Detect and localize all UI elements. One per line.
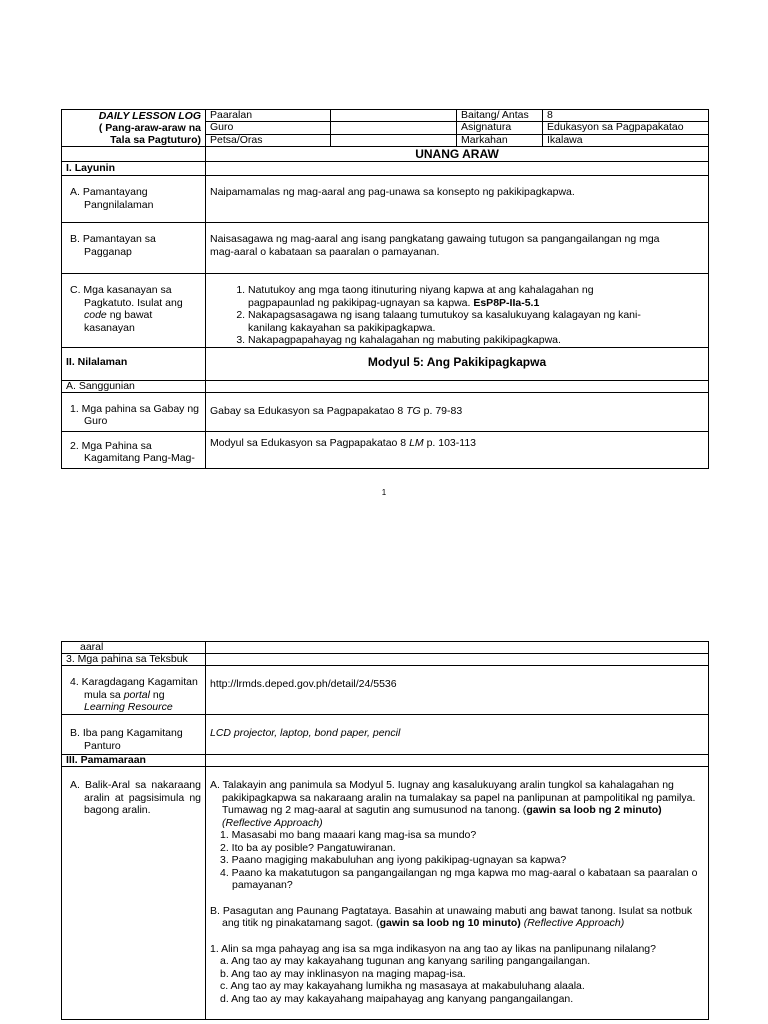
paaralan-value	[331, 110, 457, 122]
gabay-text: Gabay sa Edukasyon sa Pagpapakatao 8 TG p. 79-83	[206, 392, 709, 431]
question-item: 4. Paano ka makatutugon sa pangangailangan ng mga kapwa mo mag-aaral o kabataan sa paaralan o pamayanan?	[220, 866, 698, 891]
question-item: 3. Paano magiging makabuluhan ang iyong pakikipag-ugnayan sa kapwa?	[220, 854, 567, 866]
day-title: UNANG ARAW	[206, 147, 709, 162]
teksbuk-label: 3. Mga pahina sa Teksbuk	[62, 654, 206, 666]
question-item: 2. Ito ba ay posible? Pangatuwiranan.	[220, 841, 396, 854]
part-b-instruction: B. Pasagutan ang Paunang Pagtataya. Basahin at unawaing mabuti ang bawat tanong. Isulat sa notbuk ang titik ng pinakatamang sagot. (gawin sa loob ng 10 minuto) (Reflective Approach)	[210, 904, 693, 929]
choice-b: b. Ang tao ay may inklinasyon na maging mapag-isa.	[220, 967, 466, 980]
lesson-log-table-page2	[61, 641, 709, 1020]
pamantayan-pagganap-text: Naisasagawa ng mag-aaral ang isang pangkatang gawaing tutugon sa pangangailangan ng mga mag-aaral o kabataan sa paaralan o pamayanan.	[206, 223, 709, 274]
layunin-blank	[206, 162, 709, 176]
kagamitan-cont-blank	[206, 642, 709, 654]
sanggunian-blank	[206, 380, 709, 392]
dll-title: DAILY LESSON LOG ( Pang-araw-araw na Tala sa Pagtuturo)	[62, 110, 206, 147]
kagamitan-text: Modyul sa Edukasyon sa Pagpapakatao 8 LM p. 103-113	[206, 431, 709, 468]
asignatura-label: Asignatura	[457, 122, 543, 134]
part-a-instruction: A. Talakayin ang panimula sa Modyul 5. Iugnay ang kasalukuyang aralin tungkol sa kahalagahan ng pakikipagkapwa sa nakaraang aralin na tumalakay sa papel na panlipunan at pampolitikal ng pamilya. Tumawag ng 2 mag-aaral at sagutin ang sumusunod na tanong. (gawin sa loob ng 2 minuto) (Reflective Approach)	[210, 779, 696, 829]
iba-kagamitan-label: B. Iba pang Kagamitang Panturo	[62, 715, 206, 755]
asignatura-value: Edukasyon sa Pagpapakatao	[543, 122, 709, 134]
pamamaraan-heading: III. Pamamaraan	[62, 755, 206, 767]
question-item: 1. Masasabi mo bang maaari kang mag-isa sa mundo?	[220, 829, 477, 841]
kasanayan-item: 1. Natutukoy ang mga taong itinuturing niyang kapwa at ang kahalagahan ng pagpapaunlad ng pakikipag-ugnayan sa kapwa. EsP8P-IIa-5.1	[248, 284, 658, 309]
sanggunian-heading: A. Sanggunian	[62, 380, 206, 392]
teksbuk-text	[206, 654, 709, 666]
balik-aral-content	[206, 767, 709, 1020]
kasanayan-label: C. Mga kasanayan sa Pagkatuto. Isulat ang code ng bawat kasanayan	[62, 274, 206, 348]
kagamitan-label: 2. Mga Pahina sa Kagamitang Pang-Mag-	[62, 431, 206, 468]
balik-aral-label: A. Balik-Aral sa nakaraang aralin at pagsisimula ng bagong aralin.	[62, 767, 206, 1020]
page-number: 1	[381, 488, 387, 497]
kagamitan-label-cont: aaral	[62, 642, 206, 654]
pamantayang-pangnilalaman-text: Naipamamalas ng mag-aaral ang pag-unawa sa konsepto ng pakikipagkapwa.	[206, 176, 709, 223]
question-1: 1. Alin sa mga pahayag ang isa sa mga indikasyon na ang tao ay likas na panlipunang nilalang?	[210, 942, 656, 955]
layunin-heading: I. Layunin	[62, 162, 206, 176]
paaralan-label: Paaralan	[206, 110, 331, 122]
pamamaraan-blank	[206, 755, 709, 767]
day-title-left	[62, 147, 206, 162]
guro-label: Guro	[206, 122, 331, 134]
karagdagan-link[interactable]: http://lrmds.deped.gov.ph/detail/24/5536	[206, 666, 709, 715]
markahan-value: Ikalawa	[543, 134, 709, 146]
baitang-value: 8	[543, 110, 709, 122]
petsa-label: Petsa/Oras	[206, 134, 331, 146]
lesson-log-table-page1	[61, 109, 709, 469]
module-title: Modyul 5: Ang Pakikipagkapwa	[206, 347, 709, 380]
markahan-label: Markahan	[457, 134, 543, 146]
choice-d: d. Ang tao ay may kakayahang maipahayag ang kanyang pangangailangan.	[220, 992, 574, 1005]
petsa-value	[331, 134, 457, 146]
choice-c: c. Ang tao ay may kakayahang lumikha ng masasaya at makabuluhang alaala.	[220, 980, 585, 992]
kasanayan-item: 3. Nakapagpapahayag ng kahalagahan ng mabuting pakikipagkapwa.	[248, 334, 658, 347]
pamantayan-pagganap-label: B. Pamantayan sa Pagganap	[62, 223, 206, 274]
gabay-label: 1. Mga pahina sa Gabay ng Guro	[62, 392, 206, 431]
kasanayan-list	[206, 274, 709, 348]
choice-a: a. Ang tao ay may kakayahang tugunan ang kanyang sariling pangangailangan.	[220, 955, 591, 967]
kasanayan-item: 2. Nakapagsasagawa ng isang talaang tumutukoy sa kasalukuyang kalagayan ng kani-kanilang kakayahan sa pakikipagkapwa.	[248, 309, 658, 334]
baitang-label: Baitang/ Antas	[457, 110, 543, 122]
pamantayang-pangnilalaman-label: A. Pamantayang Pangnilalaman	[62, 176, 206, 223]
guro-value	[331, 122, 457, 134]
nilalaman-heading: II. Nilalaman	[62, 347, 206, 380]
karagdagan-label: 4. Karagdagang Kagamitan mula sa portal ng Learning Resource	[62, 666, 206, 715]
iba-kagamitan-text: LCD projector, laptop, bond paper, pencil	[206, 715, 709, 755]
